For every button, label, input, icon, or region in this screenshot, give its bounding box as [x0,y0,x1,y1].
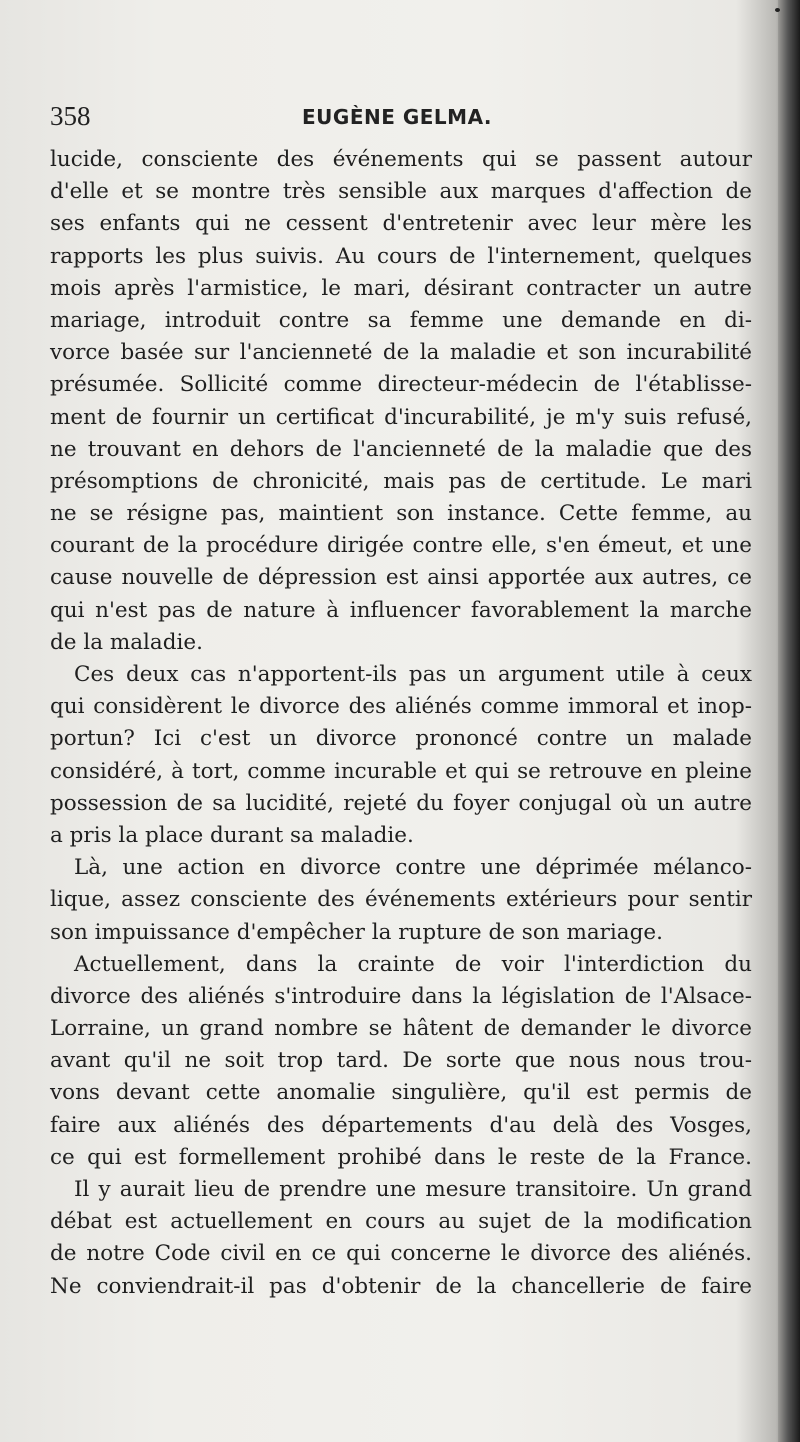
text-line: mariage, introduit contre sa femme une demande en di- [50,307,752,333]
text-line: Là, une action en divorce contre une déprimée mélanco- [74,855,752,881]
paragraph [50,949,752,1174]
text-line: vorce basée sur l'ancienneté de la maladie et son incurabilité [50,340,752,366]
text-line: cause nouvelle de dépression est ainsi apportée aux autres, ce [50,565,752,591]
text-line: possession de sa lucidité, rejeté du foyer conjugal où un autre [50,790,752,816]
running-title: EUGÈNE GELMA. [302,105,493,129]
text-line: Ne conviendrait-il pas d'obtenir de la chancellerie de faire [50,1273,752,1299]
text-line: portun? Ici c'est un divorce prononcé contre un malade [50,726,752,752]
text-line: son impuissance d'empêcher la rupture de son mariage. [50,919,663,945]
text-line: présumée. Sollicité comme directeur-médecin de l'établisse- [50,372,752,398]
paragraph [50,852,752,949]
text-line: lucide, consciente des événements qui se passent autour [50,147,752,172]
text-line: débat est actuellement en cours au sujet de la modification [50,1209,752,1235]
text-line: faire aux aliénés des départements d'au delà des Vosges, [50,1112,752,1138]
text-line: ne se résigne pas, maintient son instance. Cette femme, au [50,501,752,527]
text-line: présomptions de chronicité, mais pas de certitude. Le mari [50,468,752,494]
page-gutter-shadow [778,0,800,1442]
text-line: de la maladie. [50,629,203,655]
text-line: d'elle et se montre très sensible aux marques d'affection de [50,179,752,205]
text-line: Actuellement, dans la crainte de voir l'interdiction du [74,951,752,977]
text-line: ses enfants qui ne cessent d'entretenir avec leur mère les [50,211,752,237]
text-line: qui n'est pas de nature à influencer favorablement la marche [50,597,752,623]
text-line: mois après l'armistice, le mari, désirant contracter un autre [50,275,752,301]
text-line: vons devant cette anomalie singulière, qu'il est permis de [50,1080,752,1106]
text-line: rapports les plus suivis. Au cours de l'internement, quelques [50,243,752,269]
scan-speck [775,8,780,12]
text-line: Ces deux cas n'apportent-ils pas un argument utile à ceux [74,662,752,687]
paragraph [50,1174,752,1303]
text-line: Lorraine, un grand nombre se hâtent de demander le divorce [50,1016,752,1042]
text-line: de notre Code civil en ce qui concerne le divorce des aliénés. [50,1241,752,1267]
text-line: avant qu'il ne soit trop tard. De sorte que nous nous trou- [50,1048,752,1074]
text-line: considéré, à tort, comme incurable et qui se retrouve en pleine [50,758,752,784]
page-number: 358 [50,101,91,131]
text-line: courant de la procédure dirigée contre elle, s'en émeut, et une [50,533,752,559]
text-line: ment de fournir un certificat d'incurabilité, je m'y suis refusé, [50,404,752,430]
paragraph [50,659,752,852]
text-line: divorce des aliénés s'introduire dans la législation de l'Alsace- [50,983,752,1009]
text-line: lique, assez consciente des événements extérieurs pour sentir [50,887,752,913]
paragraph [50,144,752,659]
text-line: Il y aurait lieu de prendre une mesure transitoire. Un grand [74,1177,752,1202]
text-line: qui considèrent le divorce des aliénés comme immoral et inop- [50,694,752,720]
text-line: ce qui est formellement prohibé dans le reste de la France. [50,1144,752,1170]
text-line: a pris la place durant sa maladie. [50,822,414,848]
running-header [50,101,750,137]
body-text [50,144,752,1303]
text-line: ne trouvant en dehors de l'ancienneté de la maladie que des [50,436,752,462]
